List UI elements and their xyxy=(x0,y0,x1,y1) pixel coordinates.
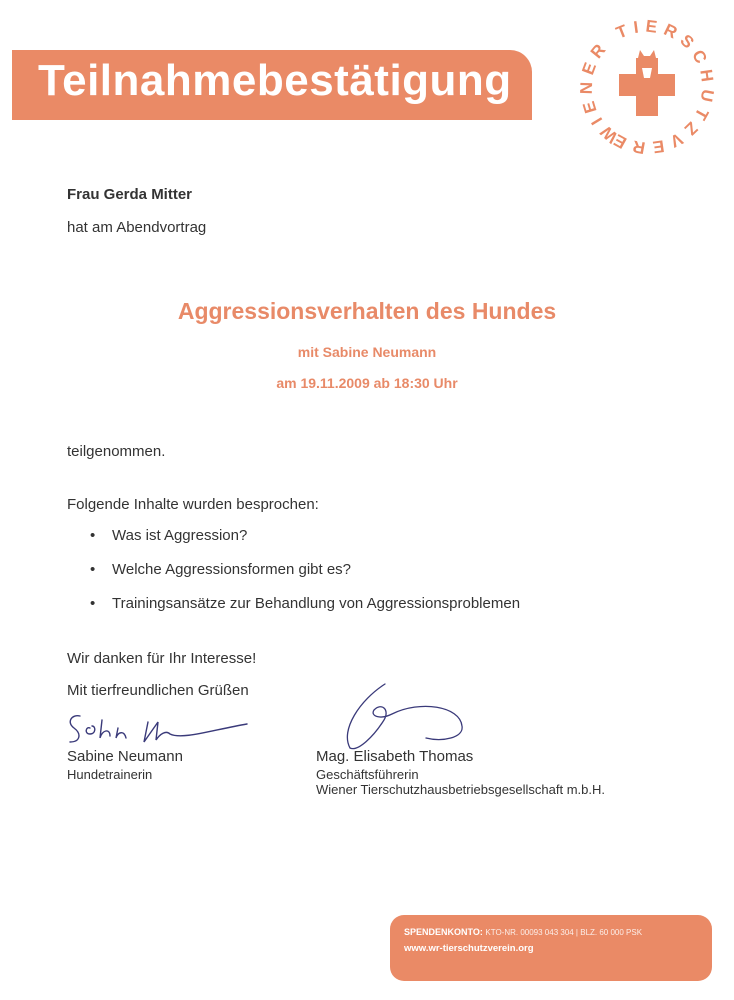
thanks-text: Wir danken für Ihr Interesse! xyxy=(67,650,257,667)
donation-label: SPENDENKONTO: xyxy=(404,927,483,937)
lecture-title: Aggressionsverhalten des Hundes xyxy=(177,298,557,324)
list-item: • Was ist Aggression? xyxy=(90,527,248,544)
topics-list xyxy=(90,527,520,629)
donation-account: KTO-NR. 00093 043 304 | BLZ. 60 000 PSK xyxy=(485,928,643,937)
signature-neumann xyxy=(62,708,252,748)
signer-1-name: Sabine Neumann xyxy=(67,748,183,765)
participated-text: teilgenommen. xyxy=(67,443,166,460)
logo-text: WIENER TIERSCHUTZVEREIN xyxy=(576,16,718,158)
intro-text: hat am Abendvortrag xyxy=(67,219,207,236)
signer-2-role: Geschäftsführerin xyxy=(316,767,419,782)
signature-thomas xyxy=(330,680,480,755)
topics-intro: Folgende Inhalte wurden besprochen: xyxy=(67,496,319,513)
wiener-tierschutzverein-logo xyxy=(572,12,722,162)
lecture-date: am 19.11.2009 ab 18:30 Uhr xyxy=(276,375,458,391)
signer-2-name: Mag. Elisabeth Thomas xyxy=(316,748,474,765)
bullet-icon: • xyxy=(90,561,96,578)
lecture-speaker: mit Sabine Neumann xyxy=(297,344,437,360)
list-item: • Welche Aggressionsformen gibt es? xyxy=(90,561,352,578)
signer-2-company: Wiener Tierschutzhausbetriebsgesellschaft m.b.H. xyxy=(316,782,606,797)
list-item: • Trainingsansätze zur Behandlung von Aggressionsproblemen xyxy=(90,595,521,612)
website-link[interactable]: www.wr-tierschutzverein.org xyxy=(404,943,534,954)
bullet-icon: • xyxy=(90,595,96,612)
signer-1-role: Hundetrainerin xyxy=(67,767,153,782)
greeting-text: Mit tierfreundlichen Grüßen xyxy=(67,682,249,699)
page-title: Teilnahmebestätigung xyxy=(38,56,512,105)
donation-account-line xyxy=(404,927,642,937)
bullet-icon: • xyxy=(90,527,96,544)
donation-footer xyxy=(390,915,712,981)
recipient-name: Frau Gerda Mitter xyxy=(67,186,193,203)
